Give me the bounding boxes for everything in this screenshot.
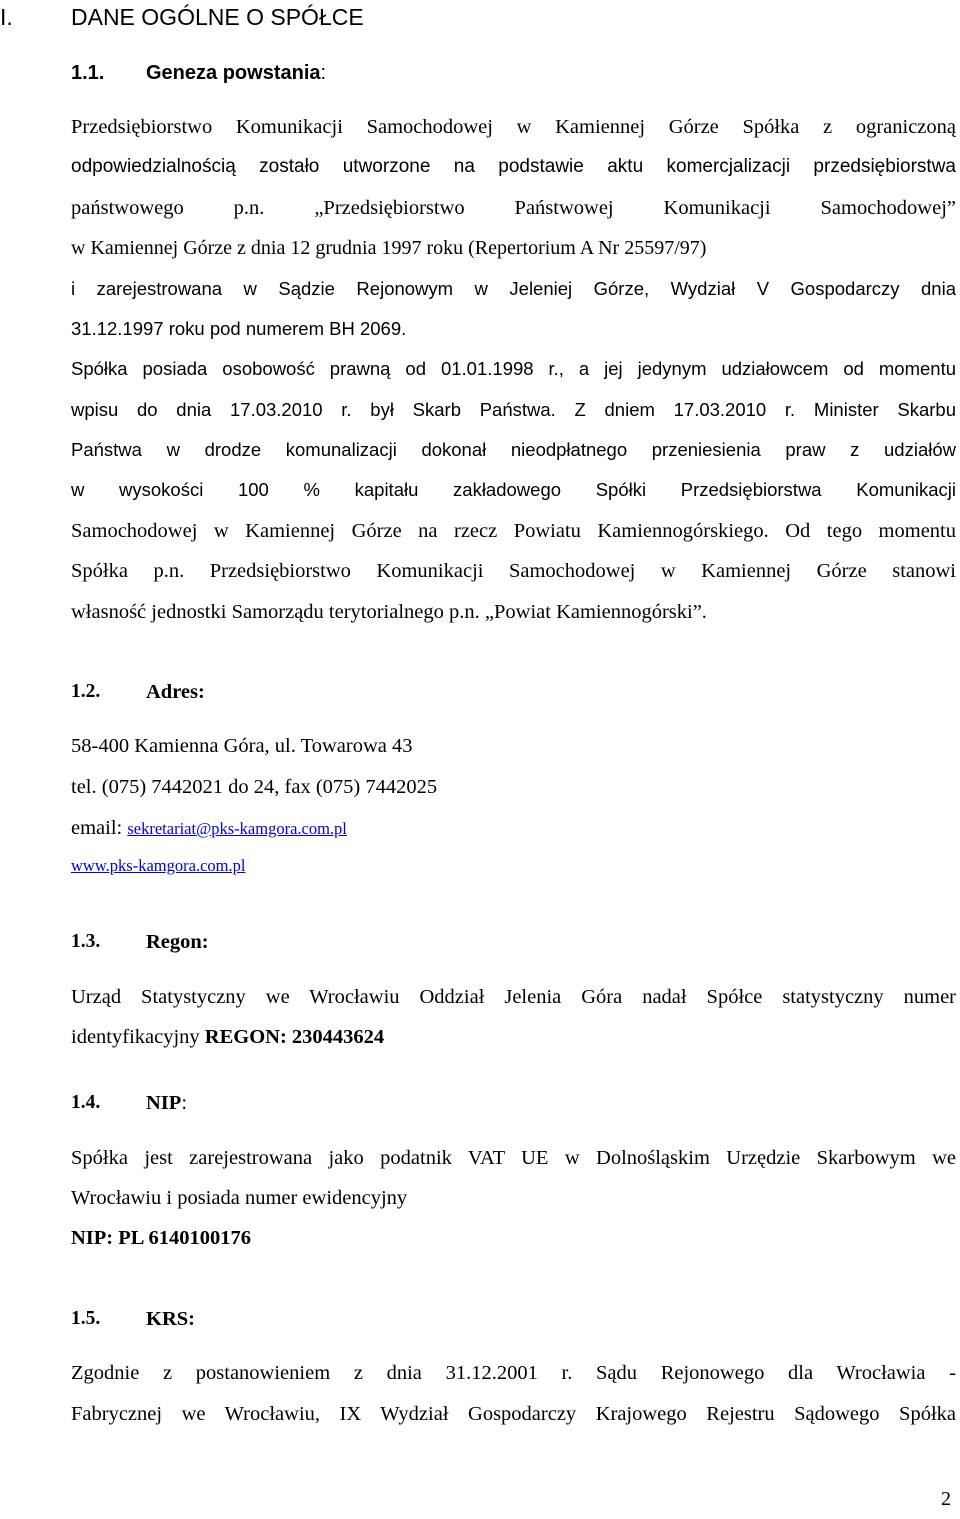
s11-line-2: odpowiedzialnością zostało utworzone na podstawie aktu komercjalizacji przedsiębiorstwa bbox=[71, 156, 956, 177]
email-label: email: bbox=[71, 817, 128, 839]
section-1-4-title: NIP: bbox=[146, 1092, 188, 1114]
s11-line-12: Spółka p.n. Przedsiębiorstwo Komunikacji Samochodowej w Kamiennej Górze stanowi bbox=[71, 560, 956, 582]
s11-line-6: 31.12.1997 roku pod numerem BH 2069. bbox=[71, 318, 407, 339]
s11-line-1: Przedsiębiorstwo Komunikacji Samochodowej w Kamiennej Górze Spółka z ograniczoną bbox=[71, 116, 956, 138]
nip-line-1: Spółka jest zarejestrowana jako podatnik VAT UE w Dolnośląskim Urzędzie Skarbowym we bbox=[71, 1147, 956, 1169]
s11-line-5: i zarejestrowana w Sądzie Rejonowym w Jeleniej Górze, Wydział V Gospodarczy dnia bbox=[71, 278, 956, 299]
s11-line-13: własność jednostki Samorządu terytorialnego p.n. „Powiat Kamiennogórski”. bbox=[71, 601, 707, 623]
email-line bbox=[71, 816, 347, 841]
s11-line-8: wpisu do dnia 17.03.2010 r. był Skarb Państwa. Z dniem 17.03.2010 r. Minister Skarbu bbox=[71, 399, 956, 420]
regon-prefix: identyfikacyjny bbox=[71, 1026, 205, 1048]
section-1-1-heading bbox=[71, 60, 327, 86]
address-line: 58-400 Kamienna Góra, ul. Towarowa 43 bbox=[71, 735, 413, 757]
chapter-number: I. bbox=[0, 4, 13, 30]
section-1-5-title: KRS: bbox=[146, 1308, 195, 1330]
chapter-heading bbox=[0, 2, 364, 32]
section-1-3-number: 1.3. bbox=[71, 931, 101, 952]
nip-line-2: Wrocławiu i posiada numer ewidencyjny bbox=[71, 1187, 408, 1209]
s11-line-4: w Kamiennej Górze z dnia 12 grudnia 1997 roku (Repertorium A Nr 25597/97) bbox=[71, 237, 707, 259]
chapter-title: DANE OGÓLNE O SPÓŁCE bbox=[71, 4, 364, 30]
regon-line-2 bbox=[71, 1025, 384, 1049]
section-number: 1.1. bbox=[71, 62, 105, 84]
section-1-4-number: 1.4. bbox=[71, 1092, 101, 1113]
s11-line-7: Spółka posiada osobowość prawną od 01.01.1998 r., a jej jedynym udziałowcem od momentu bbox=[71, 358, 956, 379]
section-1-3-title: Regon: bbox=[146, 931, 209, 953]
website-line bbox=[71, 854, 245, 878]
krs-line-1: Zgodnie z postanowieniem z dnia 31.12.2001 r. Sądu Rejonowego dla Wrocławia - bbox=[71, 1362, 956, 1384]
s11-line-3: państwowego p.n. „Przedsiębiorstwo Państwowej Komunikacji Samochodowej” bbox=[71, 197, 956, 219]
page-number: 2 bbox=[941, 1488, 951, 1510]
section-1-2-number: 1.2. bbox=[71, 681, 101, 702]
section-1-5-number: 1.5. bbox=[71, 1308, 101, 1329]
nip-number: NIP: PL 6140100176 bbox=[71, 1227, 251, 1249]
s11-line-11: Samochodowej w Kamiennej Górze na rzecz Powiatu Kamiennogórskiego. Od tego momentu bbox=[71, 520, 956, 542]
regon-line-1: Urząd Statystyczny we Wrocławiu Oddział Jelenia Góra nadał Spółce statystyczny numer bbox=[71, 986, 956, 1008]
krs-line-2: Fabrycznej we Wrocławiu, IX Wydział Gospodarczy Krajowego Rejestru Sądowego Spółka bbox=[71, 1403, 956, 1425]
phone-line: tel. (075) 7442021 do 24, fax (075) 7442025 bbox=[71, 776, 438, 798]
website-link[interactable]: www.pks-kamgora.com.pl bbox=[71, 856, 246, 875]
regon-number: REGON: 230443624 bbox=[204, 1026, 385, 1048]
email-link[interactable]: sekretariat@pks-kamgora.com.pl bbox=[127, 819, 347, 838]
s11-line-9: Państwa w drodze komunalizacji dokonał nieodpłatnego przeniesienia praw z udziałów bbox=[71, 439, 956, 460]
s11-line-10: w wysokości 100 % kapitału zakładowego Spółki Przedsiębiorstwa Komunikacji bbox=[71, 479, 956, 500]
section-1-2-title: Adres: bbox=[146, 681, 205, 703]
section-title: Geneza powstania: bbox=[146, 62, 327, 84]
